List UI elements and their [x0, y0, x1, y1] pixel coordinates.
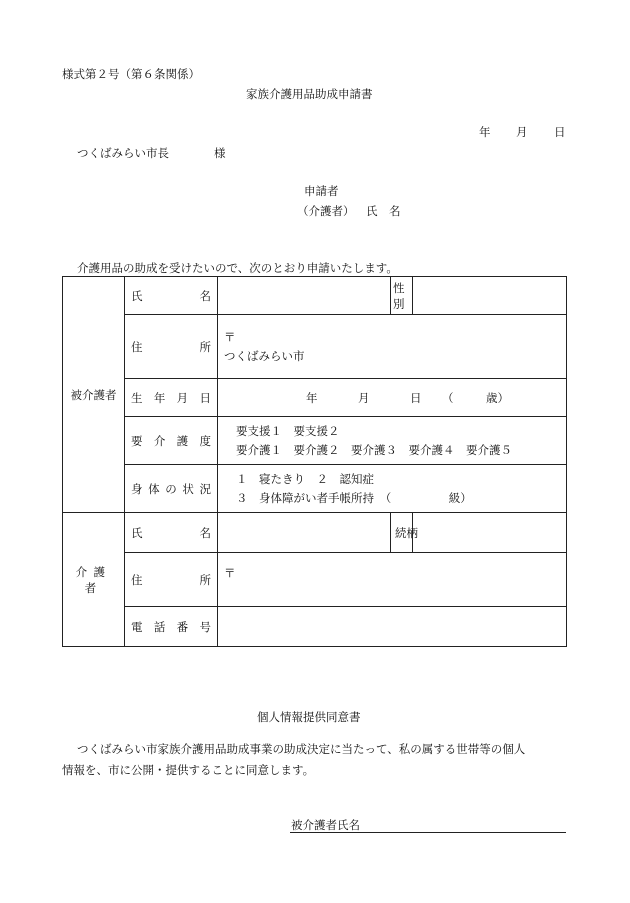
recipient-postal-mark: 〒	[224, 329, 236, 344]
recipient-address-label: 住 所	[125, 315, 218, 379]
applicant-label: 申請者	[304, 184, 339, 198]
recipient-dob-label: 生 年 月 日	[125, 379, 218, 417]
caregiver-address-field[interactable]	[218, 553, 567, 607]
caregiver-phone-field[interactable]	[218, 607, 567, 647]
condition-line-2: ３ 身体障がい者手帳所持 （ 級）	[236, 490, 472, 505]
date-year-label: 年	[479, 125, 491, 139]
date-day-label: 日	[554, 125, 566, 139]
caregiver-name-label: 氏 名	[125, 513, 218, 553]
care-level-care-line: 要介護１ 要介護２ 要介護３ 要介護４ 要介護５	[236, 442, 512, 457]
recipient-name-field[interactable]	[218, 277, 391, 315]
recipient-dob-field[interactable]	[218, 379, 567, 417]
dob-month: 月	[358, 390, 370, 405]
caregiver-paren-label: （介護者）	[297, 204, 355, 218]
age-open: （	[442, 390, 454, 405]
physical-condition-options[interactable]	[218, 465, 567, 513]
recipient-address-field[interactable]	[218, 315, 567, 379]
applicant-name-label: 氏 名	[366, 204, 401, 218]
form-title: 家族介護用品助成申請書	[246, 87, 373, 101]
honorific: 様	[214, 146, 226, 160]
recipient-name-label: 氏 名	[125, 277, 218, 315]
caregiver-phone-label: 電 話 番 号	[125, 607, 218, 647]
caregiver-relation-label: 続 柄	[391, 513, 413, 553]
date-month-label: 月	[516, 125, 528, 139]
recipient-gender-field[interactable]	[413, 277, 567, 315]
care-level-label: 要 介 護 度	[125, 417, 218, 465]
age-close: 歳）	[486, 390, 509, 405]
form-number: 様式第２号（第６条関係）	[62, 67, 200, 81]
care-recipient-group-label: 被介護者	[63, 277, 125, 513]
recipient-gender-label: 性別	[391, 277, 413, 315]
addressee: つくばみらい市長	[77, 146, 169, 160]
dob-day: 日	[410, 390, 422, 405]
consent-title: 個人情報提供同意書	[257, 710, 361, 724]
care-level-options[interactable]	[218, 417, 567, 465]
application-table	[62, 276, 567, 647]
caregiver-address-label: 住 所	[125, 553, 218, 607]
caregiver-relation-field[interactable]	[413, 513, 567, 553]
condition-line-1: １ 寝たきり ２ 認知症	[236, 471, 374, 486]
caregiver-group-label: 介護者	[63, 513, 125, 647]
intro-text: 介護用品の助成を受けたいので、次のとおり申請いたします。	[77, 261, 398, 275]
caregiver-postal-mark: 〒	[224, 566, 236, 580]
consent-body-line-2: 情報を、市に公開・提供することに同意します。	[62, 763, 315, 777]
signature-label: 被介護者氏名	[291, 818, 360, 832]
consent-body-line-1: つくばみらい市家族介護用品助成事業の助成決定に当たって、私の属する世帯等の個人	[77, 742, 526, 756]
signature-line[interactable]	[290, 832, 566, 833]
recipient-city: つくばみらい市	[224, 348, 305, 363]
dob-year: 年	[306, 390, 318, 405]
physical-condition-label: 身 体 の 状 況	[125, 465, 218, 513]
care-level-support-line: 要支援１ 要支援２	[236, 423, 340, 438]
caregiver-name-field[interactable]	[218, 513, 391, 553]
